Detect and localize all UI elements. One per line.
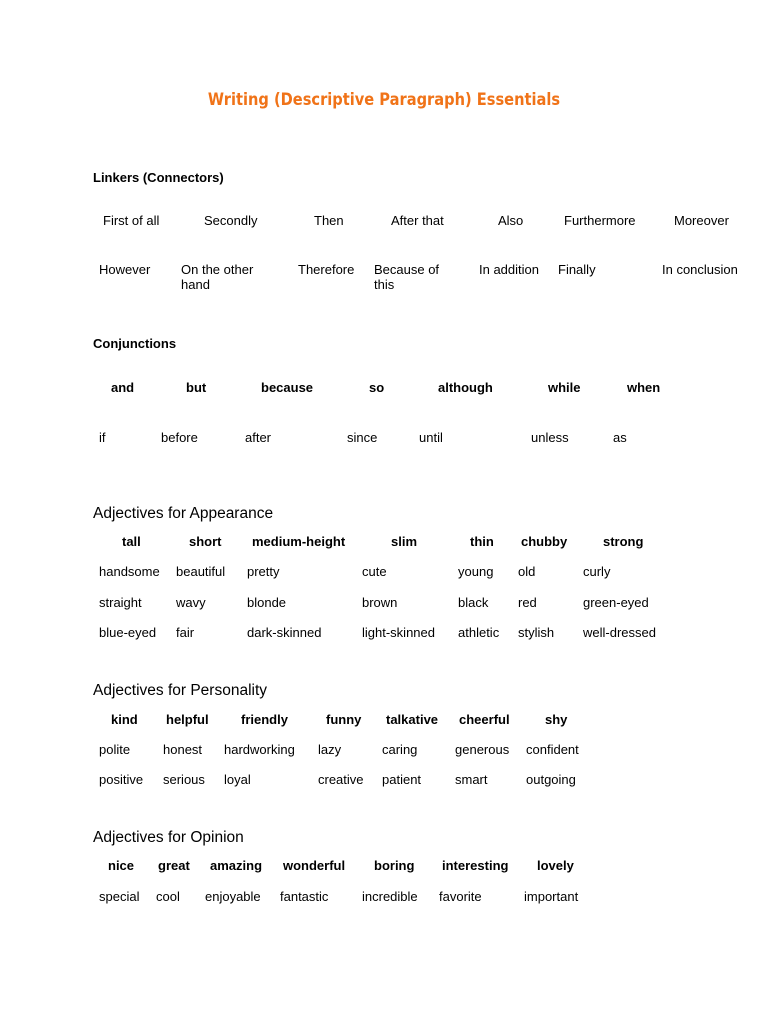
personality-word: friendly (241, 712, 288, 727)
conjunction-word: if (99, 430, 106, 445)
appearance-word: well-dressed (583, 625, 656, 640)
appearance-word: blue-eyed (99, 625, 157, 640)
opinion-word: lovely (537, 858, 574, 873)
appearance-word: handsome (99, 564, 160, 579)
linker-word: After that (391, 213, 444, 228)
opinion-word: wonderful (283, 858, 346, 873)
linkers-heading: Linkers (Connectors) (93, 170, 224, 185)
personality-word: hardworking (224, 742, 295, 757)
appearance-word: light-skinned (362, 625, 435, 640)
opinion-word: amazing (210, 858, 263, 873)
opinion-word: enjoyable (205, 889, 261, 904)
appearance-word: thin (470, 534, 494, 549)
linker-word: In conclusion (662, 262, 738, 277)
conjunction-word: after (245, 430, 272, 445)
conjunction-word: but (186, 380, 207, 395)
appearance-word: cute (362, 564, 387, 579)
opinion-word: special (99, 889, 140, 904)
linker-word: In addition (479, 262, 539, 277)
linker-word: Because of this (374, 262, 440, 292)
personality-word: talkative (386, 712, 439, 727)
appearance-word: strong (603, 534, 644, 549)
opinion-word: boring (374, 858, 415, 873)
appearance-heading: Adjectives for Appearance (93, 505, 274, 522)
personality-word: funny (326, 712, 362, 727)
appearance-word: red (518, 595, 537, 610)
linker-word: Finally (558, 262, 596, 277)
opinion-word: important (524, 889, 579, 904)
linker-word: Furthermore (564, 213, 636, 228)
conjunction-word: since (347, 430, 378, 445)
personality-word: lazy (318, 742, 342, 757)
appearance-word: beautiful (176, 564, 226, 579)
appearance-word: tall (122, 534, 141, 549)
appearance-word: wavy (176, 595, 206, 610)
conjunction-word: while (548, 380, 581, 395)
linker-word: Moreover (674, 213, 729, 228)
opinion-word: fantastic (280, 889, 329, 904)
appearance-word: brown (362, 595, 398, 610)
appearance-word: straight (99, 595, 142, 610)
appearance-word: dark-skinned (247, 625, 322, 640)
conjunction-word: until (419, 430, 443, 445)
personality-word: positive (99, 772, 144, 787)
personality-word: patient (382, 772, 422, 787)
appearance-word: green-eyed (583, 595, 649, 610)
opinion-word: interesting (442, 858, 509, 873)
conjunction-word: when (627, 380, 661, 395)
appearance-word: fair (176, 625, 195, 640)
conjunction-word: although (438, 380, 493, 395)
conjunction-word: and (111, 380, 135, 395)
personality-word: smart (455, 772, 488, 787)
opinion-word: cool (156, 889, 180, 904)
personality-word: shy (545, 712, 568, 727)
linker-word: Therefore (298, 262, 355, 277)
personality-word: kind (111, 712, 138, 727)
personality-word: polite (99, 742, 131, 757)
personality-word: serious (163, 772, 205, 787)
conjunction-word: as (613, 430, 627, 445)
appearance-word: young (458, 564, 494, 579)
opinion-word: incredible (362, 889, 418, 904)
appearance-word: stylish (518, 625, 555, 640)
appearance-word: black (458, 595, 489, 610)
personality-word: generous (455, 742, 510, 757)
conjunction-word: so (369, 380, 385, 395)
personality-word: loyal (224, 772, 251, 787)
linker-word: Secondly (204, 213, 258, 228)
appearance-word: pretty (247, 564, 280, 579)
conjunctions-heading: Conjunctions (93, 336, 177, 351)
personality-word: caring (382, 742, 418, 757)
appearance-word: curly (583, 564, 611, 579)
linker-word: Then (314, 213, 344, 228)
appearance-word: old (518, 564, 536, 579)
personality-word: creative (318, 772, 364, 787)
appearance-word: athletic (458, 625, 500, 640)
personality-word: confident (526, 742, 579, 757)
personality-word: cheerful (459, 712, 510, 727)
appearance-word: chubby (521, 534, 568, 549)
personality-word: helpful (166, 712, 209, 727)
conjunction-word: because (261, 380, 314, 395)
linker-word: First of all (103, 213, 160, 228)
conjunction-word: before (161, 430, 198, 445)
page-title: Writing (Descriptive Paragraph) Essentials (207, 90, 561, 110)
opinion-word: favorite (439, 889, 482, 904)
personality-word: honest (163, 742, 203, 757)
opinion-word: nice (108, 858, 135, 873)
linker-word: However (99, 262, 151, 277)
opinion-heading: Adjectives for Opinion (93, 829, 244, 846)
appearance-word: short (189, 534, 222, 549)
appearance-word: medium-height (252, 534, 346, 549)
appearance-word: blonde (247, 595, 287, 610)
personality-heading: Adjectives for Personality (93, 682, 268, 699)
linker-word: On the other hand (181, 262, 254, 292)
linker-word: Also (498, 213, 524, 228)
conjunction-word: unless (531, 430, 569, 445)
personality-word: outgoing (526, 772, 576, 787)
appearance-word: slim (391, 534, 418, 549)
opinion-word: great (158, 858, 190, 873)
